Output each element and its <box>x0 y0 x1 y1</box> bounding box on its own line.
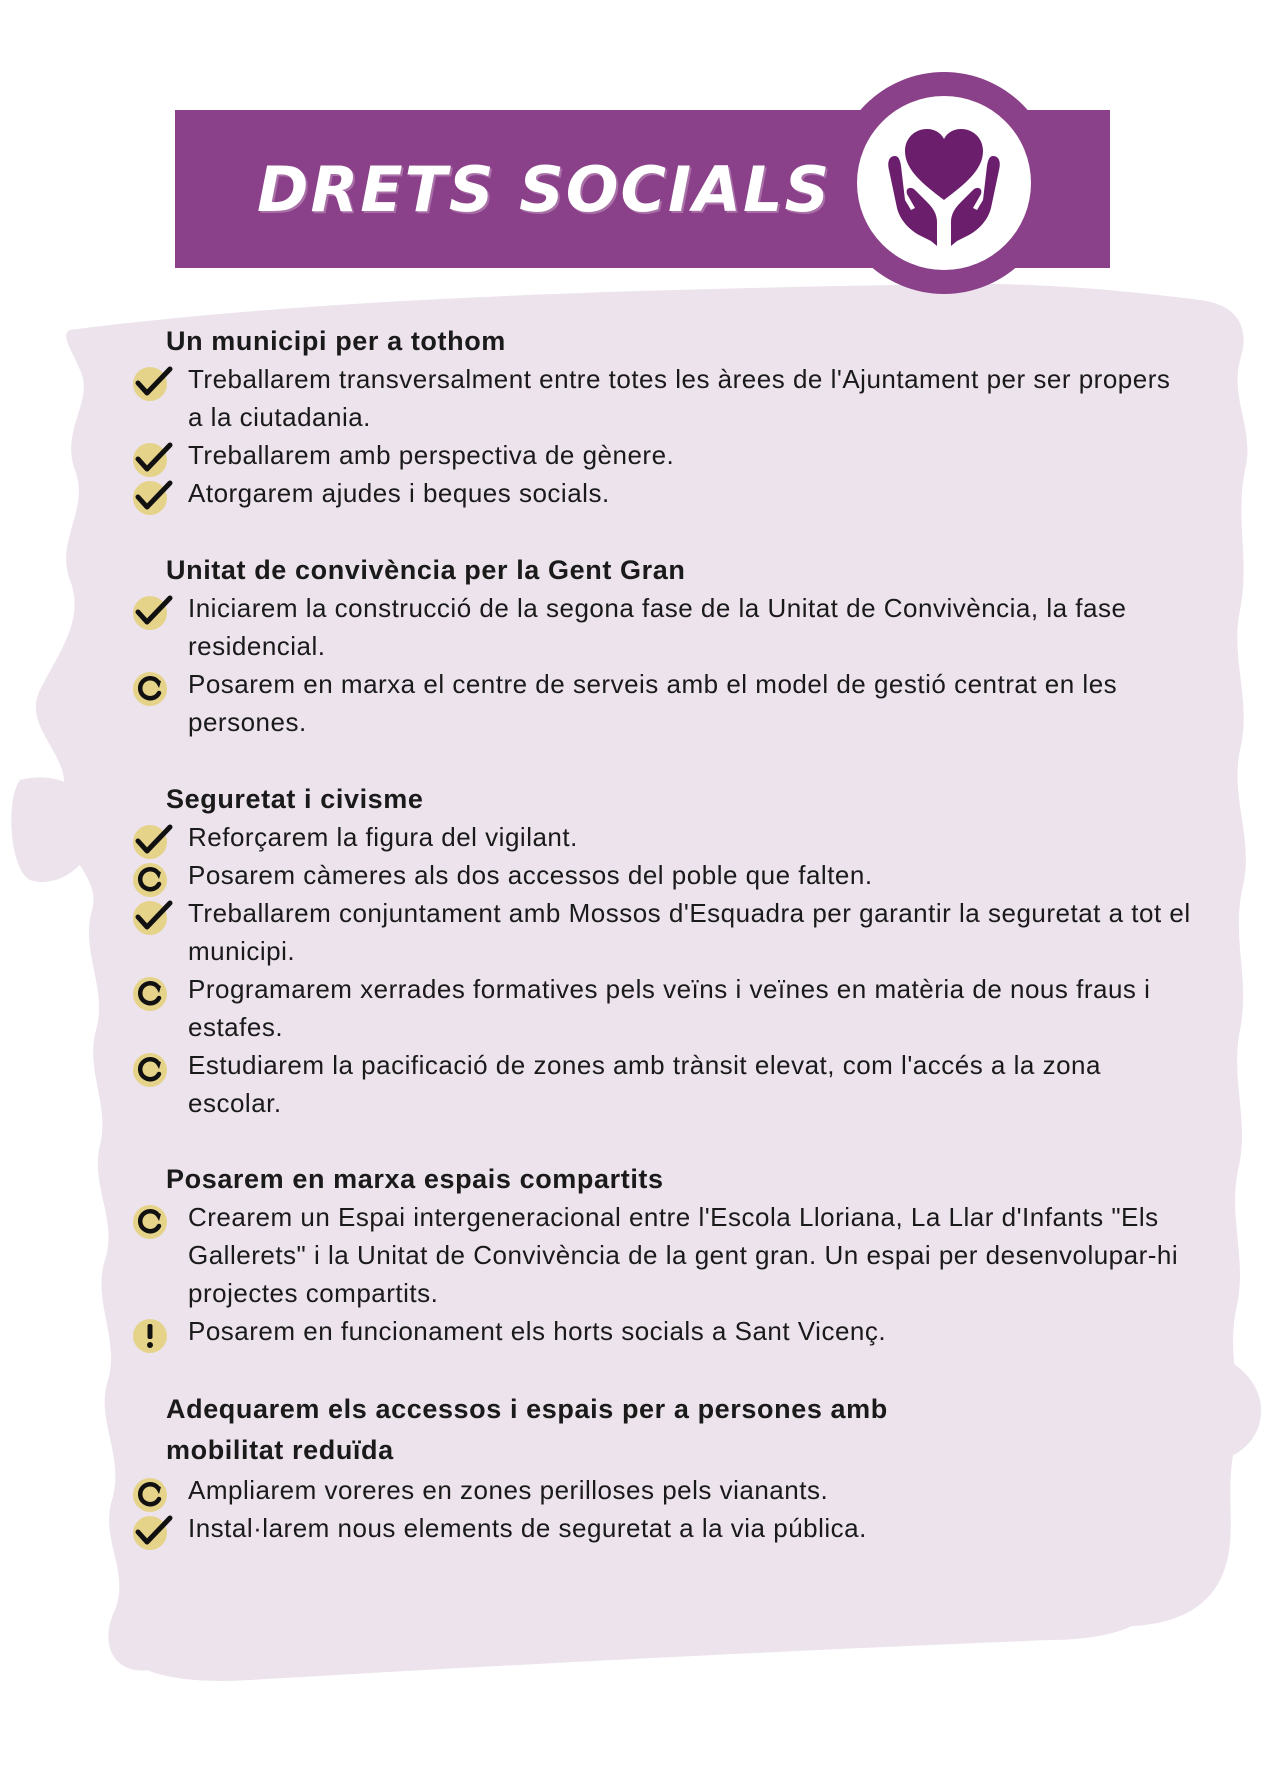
list-item <box>132 818 1192 856</box>
list-item <box>132 856 1192 894</box>
program-section <box>132 1389 1192 1547</box>
list-item <box>132 894 1192 970</box>
list-item <box>132 589 1192 665</box>
item-text: Posarem en marxa el centre de serveis amb el model de gestió centrat en les persones. <box>188 669 1118 737</box>
section-title: Seguretat i civisme <box>166 784 424 814</box>
list-item <box>132 970 1192 1046</box>
list-item <box>132 436 1192 474</box>
refresh-icon <box>132 1201 176 1241</box>
list-item <box>132 360 1192 436</box>
list-item <box>132 1046 1192 1122</box>
section-title: Un municipi per a tothom <box>166 326 506 356</box>
section-title: Unitat de convivència per la Gent Gran <box>166 555 686 585</box>
program-section <box>132 780 1192 1122</box>
header-emblem <box>833 72 1055 294</box>
check-icon <box>132 363 176 403</box>
refresh-icon <box>132 668 176 708</box>
item-text: Estudiarem la pacificació de zones amb trànsit elevat, com l'accés a la zona escolar. <box>188 1050 1101 1118</box>
item-text: Treballarem amb perspectiva de gènere. <box>188 440 675 470</box>
check-icon <box>132 1512 176 1552</box>
list-item <box>132 1471 1192 1509</box>
list-item <box>132 665 1192 741</box>
item-text: Treballarem transversalment entre totes les àrees de l'Ajuntament per ser propers a la ciutadania. <box>188 364 1171 432</box>
page-title: DRETS SOCIALS <box>257 153 832 226</box>
item-text: Instal·larem nous elements de seguretat a la via pública. <box>188 1513 867 1543</box>
check-icon <box>132 439 176 479</box>
refresh-icon <box>132 859 176 899</box>
item-text: Programarem xerrades formatives pels veïns i veïnes en matèria de nous fraus i estafes. <box>188 974 1151 1042</box>
item-text: Ampliarem voreres en zones perilloses pels vianants. <box>188 1475 829 1505</box>
refresh-icon <box>132 1049 176 1089</box>
list-item <box>132 1198 1192 1312</box>
item-text: Reforçarem la figura del vigilant. <box>188 822 578 852</box>
refresh-icon <box>132 1474 176 1514</box>
exclamation-icon <box>132 1315 176 1355</box>
refresh-icon <box>132 973 176 1013</box>
section-title: Posarem en marxa espais compartits <box>166 1164 664 1194</box>
list-item <box>132 1509 1192 1547</box>
section-title: Adequarem els accessos i espais per a persones amb mobilitat reduïda <box>166 1394 888 1465</box>
check-icon <box>132 821 176 861</box>
program-section <box>132 551 1192 741</box>
item-text: Crearem un Espai intergeneracional entre l'Escola Lloriana, La Llar d'Infants "Els Gallerets" i la Unitat de Convivència de la gent gran. Un espai per desenvolupar-hi projectes compartits. <box>188 1202 1179 1308</box>
item-text: Iniciarem la construcció de la segona fase de la Unitat de Convivència, la fase residencial. <box>188 593 1127 661</box>
list-item <box>132 1312 1192 1350</box>
emblem-circle <box>857 96 1031 270</box>
list-item <box>132 474 1192 512</box>
item-text: Posarem càmeres als dos accessos del poble que falten. <box>188 860 873 890</box>
check-icon <box>132 897 176 937</box>
check-icon <box>132 477 176 517</box>
item-text: Posarem en funcionament els horts socials a Sant Vicenç. <box>188 1316 887 1346</box>
program-section <box>132 1160 1192 1350</box>
item-text: Treballarem conjuntament amb Mossos d'Esquadra per garantir la seguretat a tot el municipi. <box>188 898 1191 966</box>
item-text: Atorgarem ajudes i beques socials. <box>188 478 610 508</box>
heart-in-hands-icon <box>857 96 1031 270</box>
check-icon <box>132 592 176 632</box>
program-section <box>132 322 1192 512</box>
